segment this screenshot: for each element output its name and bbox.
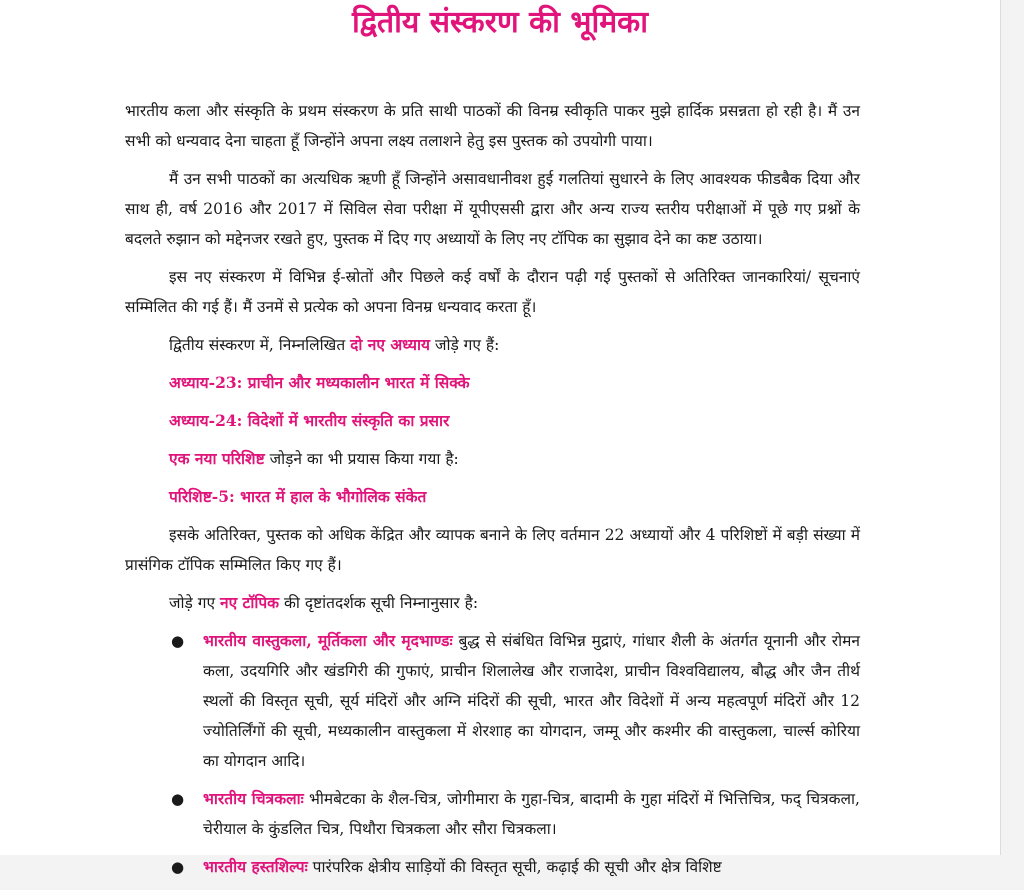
- list-item: [125, 626, 860, 776]
- new-topics-post: की दृष्टांतदर्शक सूची निम्नानुसार है:: [279, 594, 479, 612]
- chapter-24-heading: अध्याय-24: विदेशों में भारतीय संस्कृति का प्रसार: [169, 411, 450, 430]
- topics-list: [125, 626, 860, 882]
- new-chapters-line: [125, 330, 860, 360]
- appendix-line: [125, 444, 860, 474]
- topic-text: भीमबेटका के शैल-चित्र, जोगीमारा के गुहा-चित्र, बादामी के गुहा मंदिरों में भित्तिचित्र, फद् चित्रकला, चेरीयाल के कुंडलित चित्र, पिथौरा चित्रकला और सौरा चित्रकला।: [203, 790, 860, 838]
- additional-topics-paragraph: इसके अतिरिक्त, पुस्तक को अधिक केंद्रित और व्यापक बनाने के लिए वर्तमान 22 अध्यायों और 4 परिशिष्टों में बड़ी संख्या में प्रासंगिक टॉपिक सम्मिलित किए गए हैं।: [125, 526, 860, 574]
- bullet-icon: ●: [171, 632, 185, 650]
- intro-paragraph: भारतीय कला और संस्कृति के प्रथम संस्करण के प्रति साथी पाठकों की विनम्र स्वीकृति पाकर मुझे हार्दिक प्रसन्नता हो रही है। मैं उन सभी को धन्यवाद देना चाहता हूँ जिन्होंने अपना लक्ष्य तलाशने हेतु इस पुस्तक को उपयोगी पाया।: [125, 102, 860, 150]
- topic-label: भारतीय हस्तशिल्पः: [203, 857, 308, 876]
- sources-paragraph: इस नए संस्करण में विभिन्न ई-स्रोतों और पिछले कई वर्षों के दौरान पढ़ी गई पुस्तकों से अतिरिक्त जानकारियां/ सूचनाएं सम्मिलित की गई हैं। मैं उनमें से प्रत्येक को अपना विनम्र धन्यवाद करता हूँ।: [125, 268, 860, 316]
- scrollbar[interactable]: [1004, 0, 1018, 855]
- thanks-paragraph: मैं उन सभी पाठकों का अत्यधिक ऋणी हूँ जिन्होंने असावधानीवश हुई गलतियां सुधारने के लिए आवश्यक फीडबैक दिया और साथ ही, वर्ष 2016 और 2017 में सिविल सेवा परीक्षा में यूपीएससी द्वारा और अन्य राज्य स्तरीय परीक्षाओं में पूछे गए प्रश्नों के बदलते रुझान को मद्देनजर रखते हुए, पुस्तक में दिए गए अध्यायों के लिए नए टॉपिक का सुझाव देने का कष्ट उठाया।: [125, 170, 860, 248]
- new-chapters-pre: द्वितीय संस्करण में, निम्नलिखित: [169, 336, 351, 354]
- new-topics-line: [125, 588, 860, 618]
- topic-text: बुद्ध से संबंधित विभिन्न मुद्राएं, गांधार शैली के अंतर्गत यूनानी और रोमन कला, उदयगिरि और खंडगिरी की गुफाएं, प्राचीन शिलालेख और राजादेश, प्राचीन विश्वविद्यालय, बौद्ध और जैन तीर्थ स्थलों की विस्तृत सूची, सूर्य मंदिरों और अग्नि मंदिरों की सूची, भारत और विदेशों में अन्य महत्वपूर्ण मंदिरों और 12 ज्योतिर्लिंगों की सूची, मध्यकालीन वास्तुकला में शेरशाह का योगदान, जम्मू और कश्मीर की वास्तुकला, चार्ल्स कोरिया का योगदान आदि।: [203, 632, 861, 770]
- topic-label: भारतीय वास्तुकला, मूर्तिकला और मृदभाण्डः: [203, 631, 453, 650]
- chapter-23-heading: अध्याय-23: प्राचीन और मध्यकालीन भारत में सिक्के: [169, 373, 470, 392]
- list-item: [125, 852, 860, 882]
- topic-text: पारंपरिक क्षेत्रीय साड़ियों की विस्तृत सूची, कढ़ाई की सूची और क्षेत्र विशिष्ट: [307, 858, 722, 876]
- new-chapters-post: जोड़े गए हैं:: [430, 336, 500, 354]
- new-topics-highlight: नए टॉपिक: [219, 593, 280, 612]
- appendix-5-heading: परिशिष्ट-5: भारत में हाल के भौगोलिक संकेत: [169, 487, 427, 506]
- new-chapters-highlight: दो नए अध्याय: [350, 335, 431, 354]
- new-topics-pre: जोड़े गए: [169, 594, 220, 612]
- bullet-icon: ●: [171, 858, 185, 876]
- topic-label: भारतीय चित्रकलाः: [203, 789, 304, 808]
- list-item: [125, 784, 860, 844]
- appendix-highlight: एक नया परिशिष्ट: [169, 449, 265, 468]
- document-body: [125, 96, 860, 890]
- bullet-icon: ●: [171, 790, 185, 808]
- appendix-post: जोड़ने का भी प्रयास किया गया है:: [264, 450, 459, 468]
- page-title: द्वितीय संस्करण की भूमिका: [352, 5, 648, 40]
